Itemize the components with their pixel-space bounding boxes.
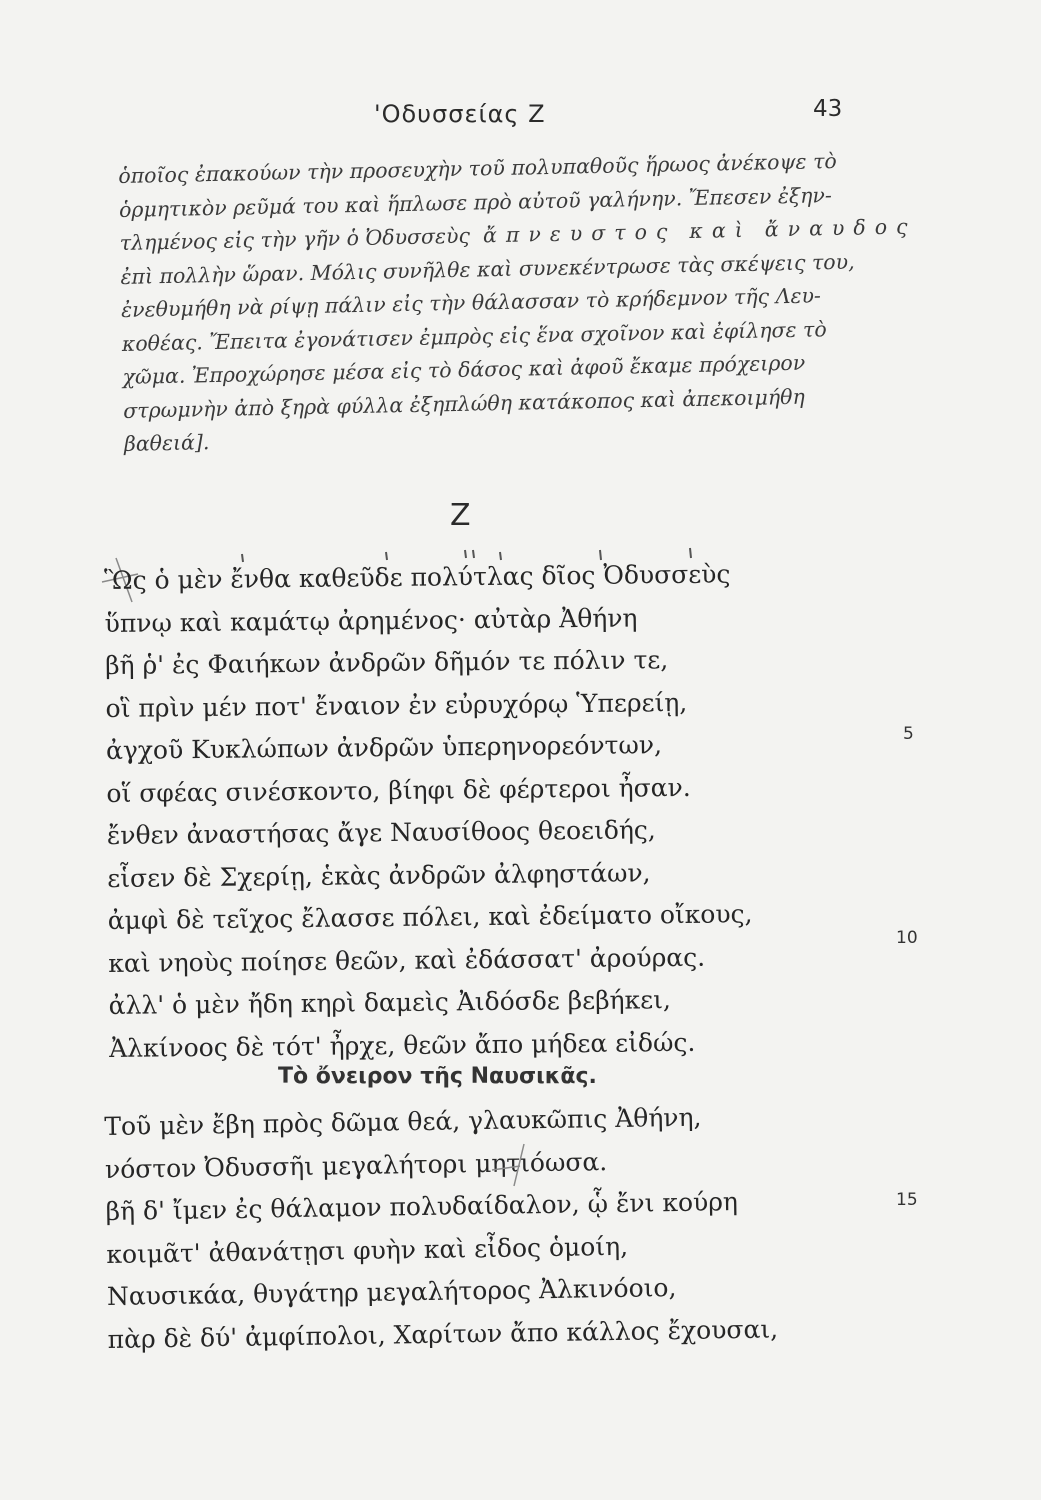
verse-line: Ὣς ὁ μὲν ἔνθα καθεῦδε πολύτλας δῖος Ὀδυσσεὺς [104,559,731,595]
line-number: 5 [903,724,914,744]
pencil-checkmark [490,1140,550,1190]
summary-emphasis: ἄπνευστος [482,219,677,248]
page-number: 43 [813,96,843,122]
line-number: 15 [896,1190,918,1210]
section-subheading: Τὸ ὄνειρον τῆς Ναυσικᾶς. [278,1064,597,1089]
summary-line: χῶμα. Ἐπροχώρησε μέσα εἰς τὸ δάσος καὶ ἀφοῦ ἔκαμε πρόχειρον [122,350,806,389]
verse-line: ἀγχοῦ Κυκλώπων ἀνδρῶν ὑπερηνορεόντων, [105,730,663,765]
verse-line: Τοῦ μὲν ἔβη πρὸς δῶμα θεά, γλαυκῶπις Ἀθήνη, [104,1102,702,1141]
verse-line: ἔνθεν ἀναστήσας ἄγε Ναυσίθοος θεοειδής, [106,815,656,850]
verse-line: Ἀλκίνοος δὲ τότ' ἦρχε, θεῶν ἄπο μήδεα εἰδώς. [108,1027,696,1063]
page-header [0,96,1041,140]
summary-line: ὁποῖος ἐπακούων τὴν προσευχὴν τοῦ πολυπαθοῦς ἥρωος ἀνέκοψε τὸ [118,148,837,188]
verse-line: καὶ νηοὺς ποίησε θεῶν, καὶ ἐδάσσατ' ἀρούρας. [108,942,706,978]
verse-line: κοιμᾶτ' ἀθανάτῃσι φυὴν καὶ εἶδος ὁμοίη, [106,1231,629,1269]
verse-line: βῆ ῥ' ἐς Φαιήκων ἀνδρῶν δῆμόν τε πόλιν τε, [104,645,669,680]
verse-block-2 [104,1094,848,1361]
summary-line: στρωμνὴν ἀπὸ ξηρὰ φύλλα ἐξηπλώθη κατάκοπος καὶ ἀπεκοιμήθη [122,384,806,423]
summary-line: ἐνεθυμήθη νὰ ρίψῃ πάλιν εἰς τὴν θάλασσαν τὸ κρήδεμνον τῆς Λευ- [120,283,822,322]
verse-line: ὕπνῳ καὶ καμάτῳ ἀρημένος· αὐτὰρ Ἀθήνη [104,602,638,638]
verse-line: πὰρ δὲ δύ' ἀμφίπολοι, Χαρίτων ἄπο κάλλος ἔχουσαι, [107,1313,779,1354]
summary-line: ὁρμητικὸν ρεῦμά του καὶ ἥπλωσε πρὸ αὐτοῦ γαλήνην. Ἔπεσεν ἐξην- [118,182,832,222]
verse-line: εἷσεν δὲ Σχερίῃ, ἑκὰς ἀνδρῶν ἀλφηστάων, [107,857,651,893]
summary-line: βαθειά]. [123,430,210,456]
summary-line: ἐπὶ πολλὴν ὥραν. Μόλις συνῆλθε καὶ συνεκέντρωσε τὰς σκέψεις του, [120,249,855,289]
summary-emphasis: ἄναυδος [764,214,917,242]
verse-line: Ναυσικάα, θυγάτηρ μεγαλήτορος Ἀλκινόοιο, [106,1273,677,1311]
summary-fragment: τλημένος εἰς τὴν γῆν ὁ Ὀδυσσεὺς [119,223,471,255]
verse-line: οἳ πρὶν μέν ποτ' ἔναιον ἐν εὐρυχόρῳ Ὑπερείῃ, [105,687,688,723]
running-head: 'Οδυσσείας Ζ [374,100,546,128]
line-number: 10 [896,928,918,948]
verse-line: ἀλλ' ὁ μὲν ἤδη κηρὶ δαμεὶς Ἀιδόσδε βεβήκει, [108,985,672,1020]
summary-fragment: καὶ [689,217,752,244]
verse-line: βῆ δ' ἴμεν ἐς θάλαμον πολυδαίδαλον, ᾧ ἔνι κούρη [105,1187,739,1226]
book-heading: Ζ [450,498,471,533]
prose-summary [118,144,917,462]
verse-line: νόστον Ὀδυσσῆι μεγαλήτορι μητιόωσα. [104,1146,608,1184]
verse-block-1 [104,552,849,1070]
verse-line: οἵ σφέας σινέσκοντο, βίηφι δὲ φέρτεροι ἦσαν. [106,772,691,808]
verse-line: ἀμφὶ δὲ τεῖχος ἔλασσε πόλει, καὶ ἐδείματο οἴκους, [107,899,753,935]
summary-line: κοθέας. Ἔπειτα ἐγονάτισεν ἐμπρὸς εἰς ἕνα σχοῖνον καὶ ἐφίλησε τὸ [121,316,827,356]
